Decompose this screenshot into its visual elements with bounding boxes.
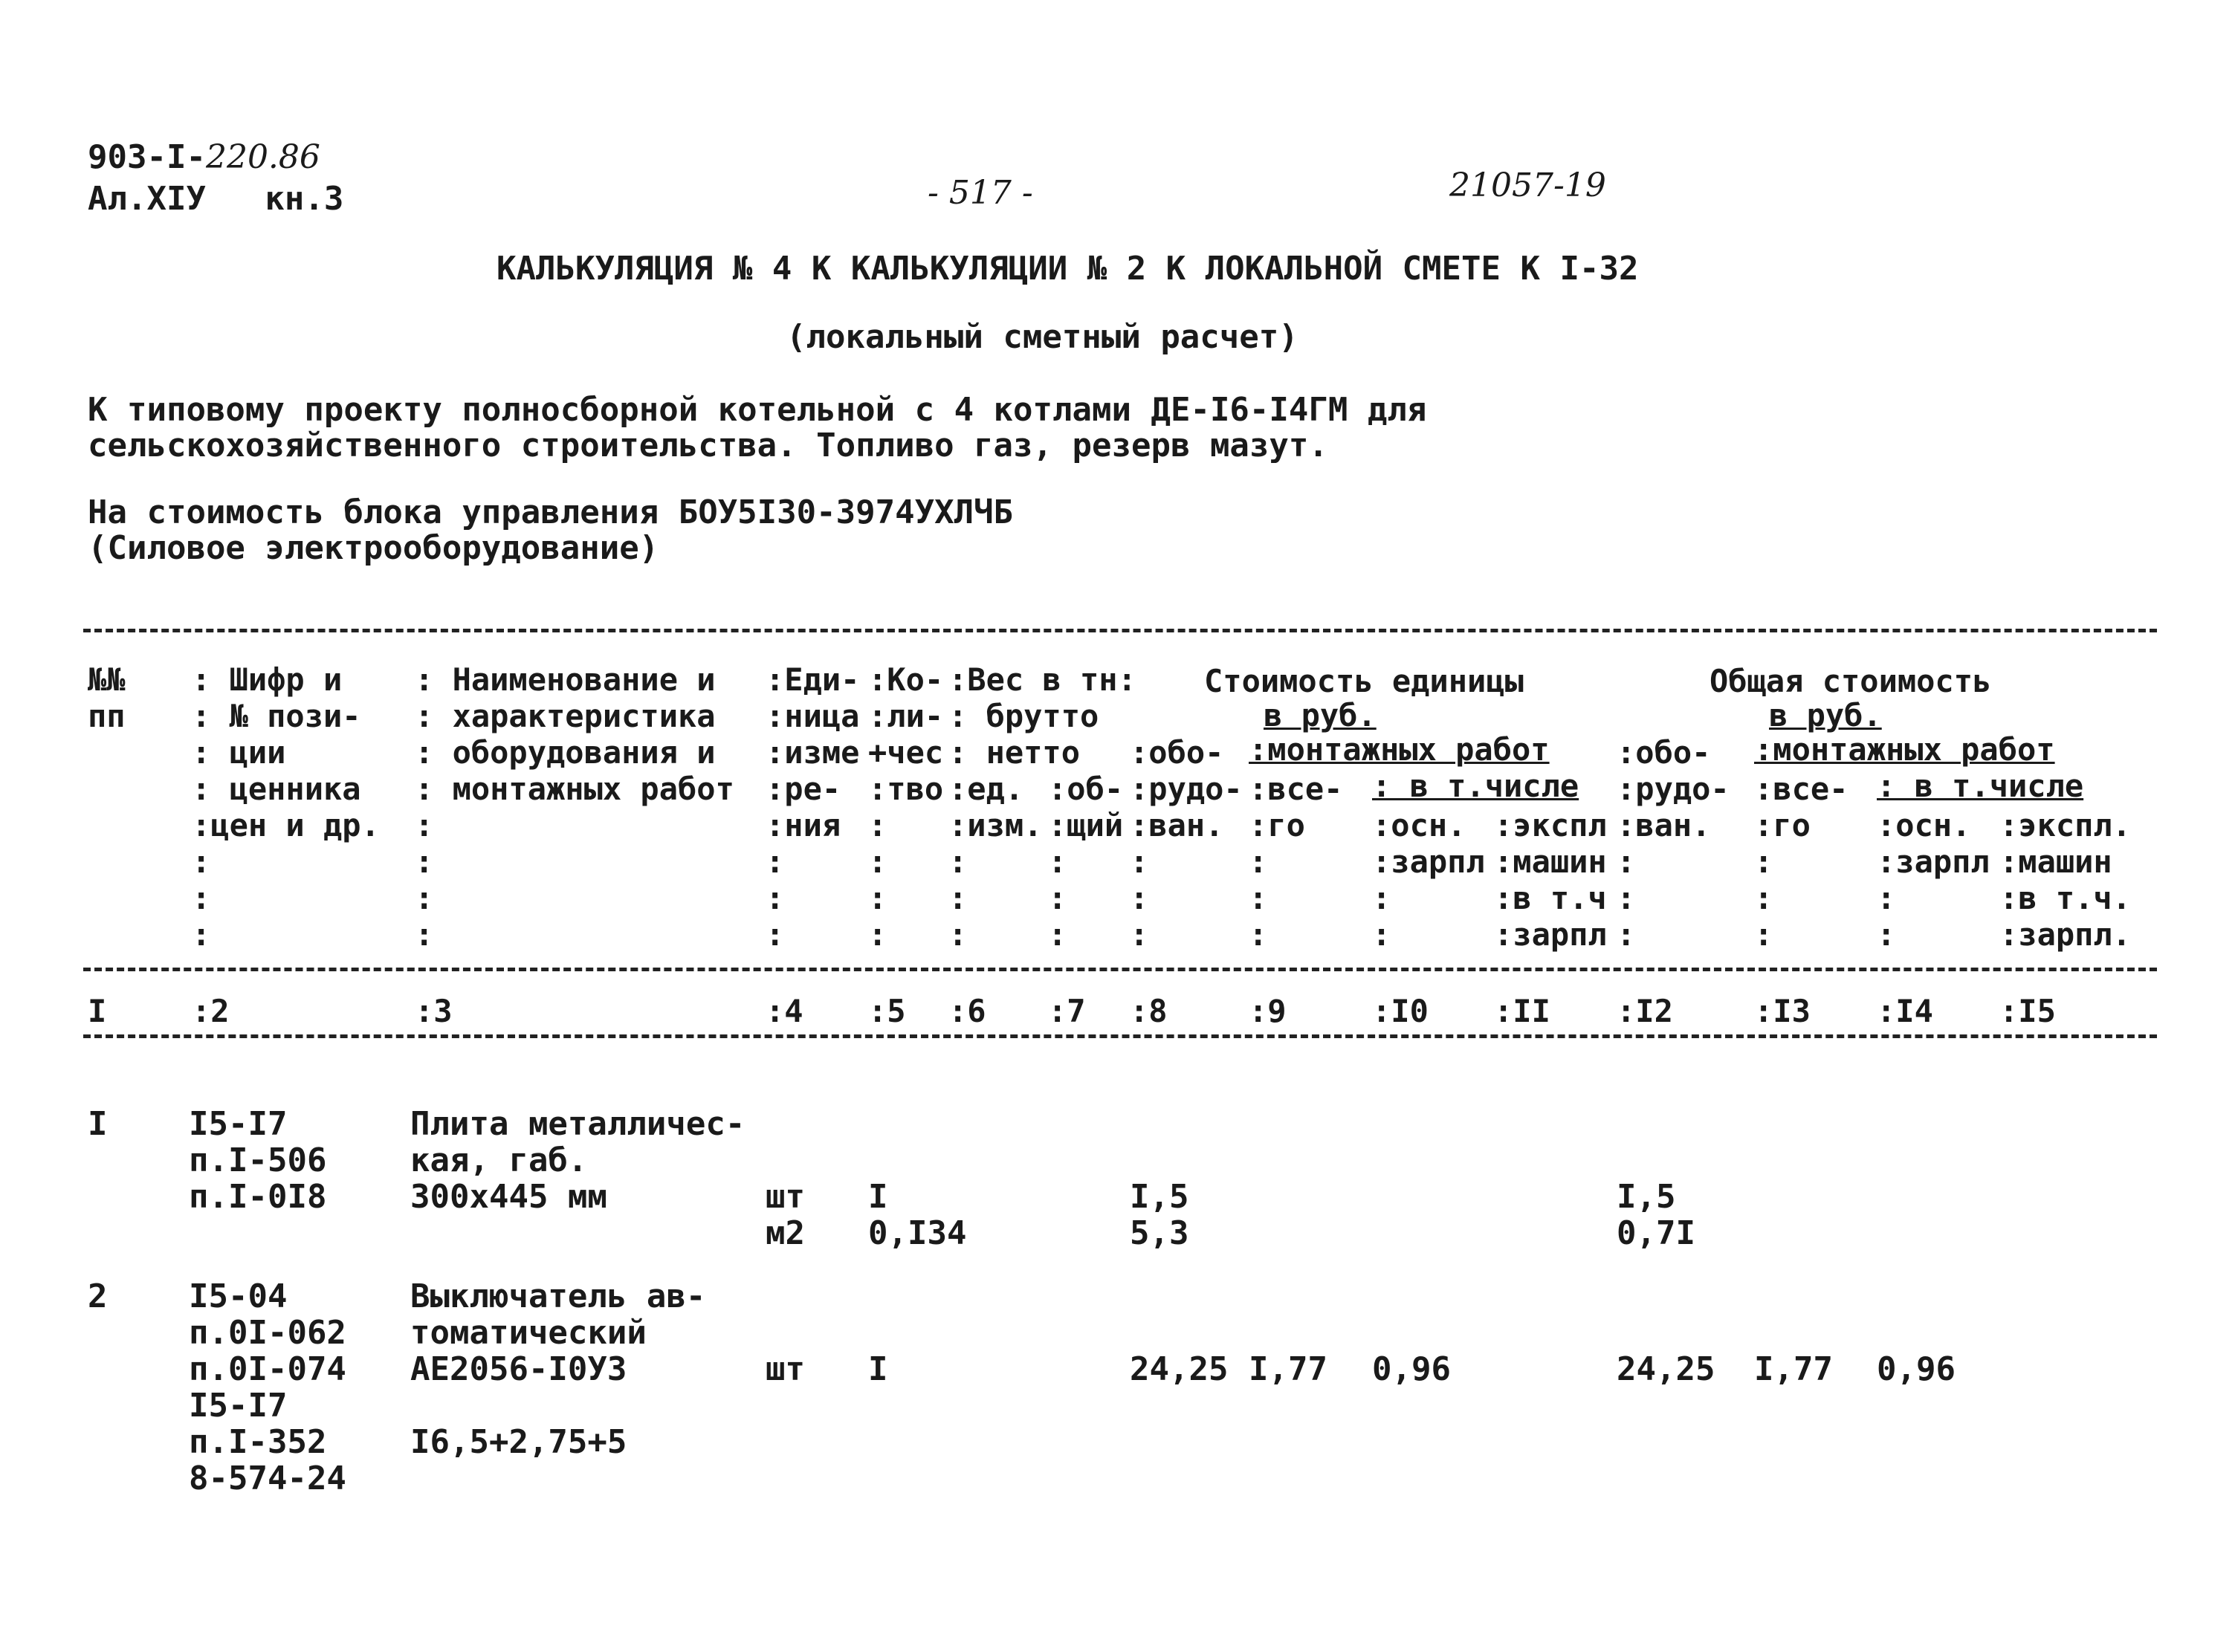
object-line-2: (Силовое электрооборудование) — [88, 529, 659, 567]
header-total-mont: :монтажных работ — [1754, 731, 2055, 768]
header-weight-total: :об- :щий : : : — [1048, 771, 1124, 953]
colnum-1: I — [88, 993, 107, 1029]
row-num: 2 — [88, 1277, 108, 1315]
colnum-2: :2 — [192, 993, 230, 1029]
page-title: КАЛЬКУЛЯЦИЯ № 4 К КАЛЬКУЛЯЦИИ № 2 К ЛОКАЛЬНОЙ СМЕТЕ К I-32 — [497, 250, 1639, 288]
header-unit-total: :все- :го : : : — [1249, 771, 1343, 953]
colnum-15: :I5 — [1999, 993, 2056, 1029]
header-weight-unit: :ед. :изм. : : : — [948, 771, 1043, 953]
header-unit-incl: : в т.числе — [1372, 768, 1579, 804]
sheet-code: 21057-19 — [1449, 166, 1606, 204]
row-code: I5-I7 п.I-506 п.I-0I8 — [189, 1105, 327, 1216]
header-total-cost-title: Общая стоимость — [1710, 663, 1992, 699]
header-code: : Шифр и : № пози- : ции : ценника :цен и др. : : : — [192, 661, 380, 953]
header-qty: :Ко- :ли- +чес :тво : : : : — [868, 661, 944, 953]
header-unit-machines: :экспл :машин :в т.ч :зарпл — [1494, 807, 1607, 953]
header-total-equip: :обо- :рудо- :ван. : : : — [1617, 734, 1730, 953]
header-unit-mont: :монтажных работ — [1249, 731, 1550, 768]
header-unit-salary: :осн. :зарпл : : — [1372, 807, 1485, 953]
header-total-machines: :экспл. :машин :в т.ч. :зарпл. — [1999, 807, 2132, 953]
row-name: Плита металличес- кая, габ. 300х445 мм — [410, 1105, 745, 1216]
row-total-equip: 24,25 — [1617, 1350, 1715, 1388]
doc-code-printed: 903-I- — [88, 138, 206, 176]
row-unit: шт м2 — [766, 1178, 805, 1252]
colnum-13: :I3 — [1754, 993, 1811, 1029]
doc-code-line2: Ал.XIУ кн.3 — [88, 180, 344, 218]
colnum-4: :4 — [766, 993, 803, 1029]
row-name: Выключатель ав- томатический АЕ2056-I0У3 I6,5+2,75+5 — [410, 1277, 706, 1461]
row-total-salary: 0,96 — [1877, 1350, 1956, 1388]
project-line-1: К типовому проекту полносборной котельной с 4 котлами ДЕ-I6-I4ГМ для — [88, 391, 1427, 429]
header-total-incl: : в т.числе — [1877, 768, 2084, 804]
colnum-5: :5 — [868, 993, 906, 1029]
header-unit: :Еди- :ница :изме :ре- :ния : : : — [766, 661, 860, 953]
header-unit-cost-sub: в руб. — [1264, 697, 1377, 733]
header-bottom-rule — [83, 968, 2157, 971]
header-total-cost-sub: в руб. — [1769, 697, 1882, 733]
row-unit: шт — [766, 1350, 805, 1388]
colnum-11: :II — [1494, 993, 1550, 1029]
colnum-9: :9 — [1249, 993, 1287, 1029]
page-subtitle: (локальный сметный расчет) — [786, 318, 1298, 356]
colnum-10: :I0 — [1372, 993, 1429, 1029]
page-number: - 517 - — [928, 174, 1033, 212]
header-total-all: :все- :го : : : — [1754, 771, 1849, 953]
header-name: : Наименование и : характеристика : оборудования и : монтажных работ : : : : — [415, 661, 734, 953]
project-line-2: сельскохозяйственного строительства. Топливо газ, резерв мазут. — [88, 427, 1328, 464]
row-qty: I — [868, 1350, 888, 1388]
row-unit-total: I,77 — [1249, 1350, 1327, 1388]
colnum-12: :I2 — [1617, 993, 1673, 1029]
header-num: №№ пп — [88, 661, 126, 734]
row-unit-salary: 0,96 — [1372, 1350, 1451, 1388]
header-unit-equip: :обо- :рудо- :ван. : : : — [1130, 734, 1243, 953]
header-total-salary: :осн. :зарпл : : — [1877, 807, 1990, 953]
colnum-bottom-rule — [83, 1034, 2157, 1038]
header-unit-cost-title: Стоимость единицы — [1204, 663, 1524, 699]
colnum-8: :8 — [1130, 993, 1168, 1029]
doc-code-line1 — [88, 138, 320, 176]
header-weight: :Вес в тн: : брутто : нетто — [948, 661, 1136, 771]
row-unit-equip: I,5 5,3 — [1130, 1178, 1189, 1252]
row-total-all: I,77 — [1754, 1350, 1833, 1388]
colnum-3: :3 — [415, 993, 453, 1029]
object-line-1: На стоимость блока управления БОУ5I30-3974УХЛЧБ — [88, 493, 1014, 531]
row-unit-equip: 24,25 — [1130, 1350, 1229, 1388]
table-top-rule — [83, 629, 2157, 632]
colnum-6: :6 — [948, 993, 986, 1029]
row-code: I5-04 п.0I-062 п.0I-074 I5-I7 п.I-352 8-574-24 — [189, 1277, 346, 1497]
colnum-7: :7 — [1048, 993, 1086, 1029]
row-qty: I 0,I34 — [868, 1178, 967, 1252]
row-total-equip: I,5 0,7I — [1617, 1178, 1695, 1252]
colnum-14: :I4 — [1877, 993, 1933, 1029]
doc-code-handwritten: 220.86 — [205, 138, 320, 176]
row-num: I — [88, 1105, 108, 1143]
